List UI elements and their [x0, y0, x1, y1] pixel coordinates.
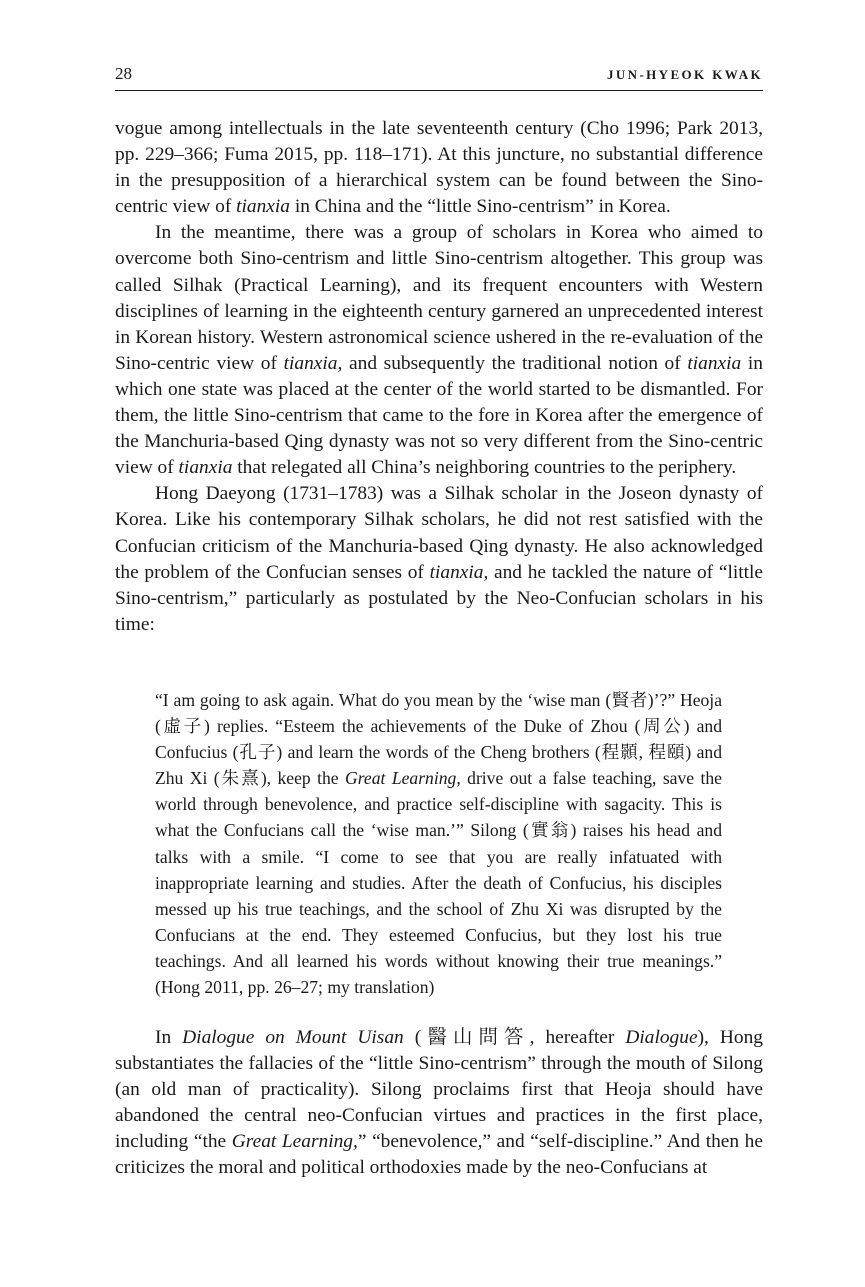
text-run: In the meantime, there was a group of scholars in Korea who aimed to overcome both Sino-centrism and little Sino-centrism altogether. This group was called Silhak (Practical Learning), and its frequent encounters with Western disciplines of learning in the eighteenth century garnered an unprecedented interest in Korean history. Western astronomical science ushered in the re-evaluation of the Sino-centric view of — [115, 222, 763, 374]
italic-text: Dialogue — [625, 1027, 698, 1048]
paragraph — [115, 116, 763, 220]
italic-text: Dialogue on Mount Uisan — [182, 1027, 404, 1048]
text-run: vogue among intellectuals in the late seventeenth century (Cho 1996; Park 2013, pp. 229–366; Fuma 2015, pp. 118–171). At this juncture, no substantial difference in the presupposition of a hierarchical system can be found between the Sino-centric view of — [115, 118, 763, 218]
text-run: that relegated all China’s neighboring countries to the periphery. — [232, 457, 737, 479]
text-run: (醫山問答, hereafter — [403, 1027, 626, 1048]
running-head-author: JUN-HYEOK KWAK — [606, 67, 763, 82]
block-quote — [155, 687, 722, 1000]
running-head — [115, 64, 763, 91]
text-run: ” “benevolence,” and “self-discipline.” And then he criticizes the moral and political orthodoxies made by the neo-Confucians at — [115, 1131, 763, 1179]
block-quote-text — [155, 687, 722, 1000]
text-run: drive out a false teaching, save the world through benevolence, and practice self-discipline with sagacity. This is what the Confucians call the ‘wise man.’” Silong (實翁) raises his head and talks with a smile. “I come to see that you are really infatuated with inappropriate learning and studies. After the death of Confucius, his disciples messed up his true teachings, and the school of Zhu Xi was disrupted by the Confucians at the end. They esteemed Confucius, but they lost his true teachings. And all learned his words without knowing their true meanings.” (Hong 2011, pp. 26–27; my translation) — [155, 768, 722, 998]
page-number: 28 — [115, 64, 132, 83]
italic-text: Great Learning, — [231, 1131, 358, 1153]
italic-text: tianxia — [236, 196, 290, 218]
body-text — [115, 116, 763, 638]
body-text-continued — [115, 1025, 763, 1182]
text-run: ), Hong substantiates the fallacies of the “little Sino-centrism” through the mouth of Silong (an old man of practicality). Silong proclaims first that Heoja should have abandoned the central neo-Confucian virtues and practices in the first place, including “the — [115, 1027, 763, 1153]
text-run: in which one state was placed at the center of the world started to be dismantled. For them, the little Sino-centrism that came to the fore in Korea after the emergence of the Manchuria-based Qing dynasty was not so very different from the Sino-centric view of — [115, 352, 764, 479]
text-run: and subsequently the traditional notion of — [342, 352, 688, 374]
text-run: and he tackled the nature of “little Sino-centrism,” particularly as postulated by the Neo-Confucian scholars in his time: — [115, 561, 763, 635]
text-run: Hong Daeyong (1731–1783) was a Silhak scholar in the Joseon dynasty of Korea. Like his contemporary Silhak scholars, he did not rest satisfied with the Confucian criticism of the Manchuria-based Qing dynasty. He also acknowledged the problem of the Confucian senses of — [115, 483, 763, 583]
text-run: in China and the “little Sino-centrism” in Korea. — [290, 196, 671, 218]
paragraph — [115, 481, 763, 638]
italic-text: tianxia, — [283, 352, 343, 374]
paragraph — [115, 220, 763, 481]
italic-text: tianxia, — [429, 561, 489, 583]
text-run: “I am going to ask again. What do you mean by the ‘wise man (賢者)’?” Heoja (虛子) replies. “Esteem the achievements of the Duke of Zhou (周公) and Confucius (孔子) and learn the words of the Cheng brothers (程顥, 程頤) and Zhu Xi (朱熹), keep the — [155, 690, 722, 789]
italic-text: Great Learning, — [345, 768, 461, 789]
italic-text: tianxia — [178, 457, 233, 479]
text-run: In — [155, 1027, 183, 1048]
italic-text: tianxia — [687, 352, 742, 374]
paragraph — [115, 1025, 763, 1182]
